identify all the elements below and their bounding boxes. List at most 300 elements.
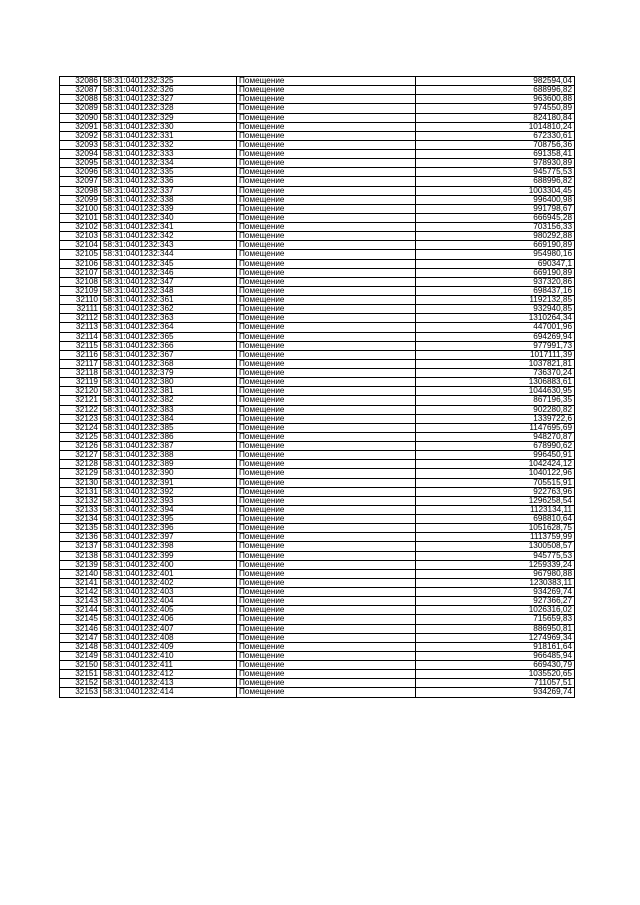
object-type: Помещение xyxy=(237,204,416,213)
table-row xyxy=(60,505,575,514)
table-row xyxy=(60,615,575,624)
object-type: Помещение xyxy=(237,332,416,341)
cadastral-number: 58:31:0401232:409 xyxy=(101,642,237,651)
row-number: 32100 xyxy=(60,204,101,213)
cadastral-value: 1037821,81 xyxy=(416,359,575,368)
row-number: 32093 xyxy=(60,140,101,149)
table-row xyxy=(60,533,575,542)
table-row xyxy=(60,177,575,186)
table-row xyxy=(60,195,575,204)
cadastral-value: 980292,88 xyxy=(416,232,575,241)
row-number: 32101 xyxy=(60,213,101,222)
row-number: 32113 xyxy=(60,323,101,332)
cadastral-number: 58:31:0401232:361 xyxy=(101,296,237,305)
row-number: 32122 xyxy=(60,405,101,414)
row-number: 32102 xyxy=(60,223,101,232)
cadastral-value: 922763,96 xyxy=(416,487,575,496)
object-type: Помещение xyxy=(237,597,416,606)
row-number: 32106 xyxy=(60,259,101,268)
object-type: Помещение xyxy=(237,186,416,195)
row-number: 32145 xyxy=(60,615,101,624)
table-row xyxy=(60,268,575,277)
table-row xyxy=(60,578,575,587)
table-row xyxy=(60,487,575,496)
cadastral-number: 58:31:0401232:337 xyxy=(101,186,237,195)
table-row xyxy=(60,259,575,268)
cadastral-value: 688996,82 xyxy=(416,177,575,186)
cadastral-number: 58:31:0401232:348 xyxy=(101,286,237,295)
object-type: Помещение xyxy=(237,588,416,597)
object-type: Помещение xyxy=(237,296,416,305)
cadastral-value: 977991,73 xyxy=(416,341,575,350)
table-row xyxy=(60,286,575,295)
cadastral-number: 58:31:0401232:380 xyxy=(101,378,237,387)
cadastral-number: 58:31:0401232:403 xyxy=(101,588,237,597)
row-number: 32129 xyxy=(60,469,101,478)
row-number: 32139 xyxy=(60,560,101,569)
cadastral-number: 58:31:0401232:399 xyxy=(101,551,237,560)
row-number: 32107 xyxy=(60,268,101,277)
table-row xyxy=(60,651,575,660)
object-type: Помещение xyxy=(237,241,416,250)
cadastral-value: 708756,36 xyxy=(416,140,575,149)
row-number: 32098 xyxy=(60,186,101,195)
object-type: Помещение xyxy=(237,286,416,295)
cadastral-number: 58:31:0401232:381 xyxy=(101,387,237,396)
object-type: Помещение xyxy=(237,642,416,651)
cadastral-number: 58:31:0401232:330 xyxy=(101,122,237,131)
table-row xyxy=(60,131,575,140)
table-row xyxy=(60,359,575,368)
object-type: Помещение xyxy=(237,323,416,332)
object-type: Помещение xyxy=(237,259,416,268)
object-type: Помещение xyxy=(237,277,416,286)
cadastral-value: 691358,41 xyxy=(416,150,575,159)
cadastral-value: 1274969,34 xyxy=(416,633,575,642)
cadastral-value: 937320,86 xyxy=(416,277,575,286)
row-number: 32130 xyxy=(60,478,101,487)
object-type: Помещение xyxy=(237,688,416,697)
cadastral-number: 58:31:0401232:334 xyxy=(101,159,237,168)
row-number: 32111 xyxy=(60,305,101,314)
cadastral-number: 58:31:0401232:365 xyxy=(101,332,237,341)
table-row xyxy=(60,277,575,286)
cadastral-value: 932940,85 xyxy=(416,305,575,314)
row-number: 32134 xyxy=(60,515,101,524)
cadastral-number: 58:31:0401232:363 xyxy=(101,314,237,323)
cadastral-number: 58:31:0401232:366 xyxy=(101,341,237,350)
cadastral-number: 58:31:0401232:398 xyxy=(101,542,237,551)
cadastral-value: 690347,1 xyxy=(416,259,575,268)
row-number: 32120 xyxy=(60,387,101,396)
cadastral-value: 736370,24 xyxy=(416,369,575,378)
object-type: Помещение xyxy=(237,524,416,533)
table-row xyxy=(60,332,575,341)
row-number: 32135 xyxy=(60,524,101,533)
object-type: Помещение xyxy=(237,305,416,314)
table-row xyxy=(60,387,575,396)
table-row xyxy=(60,122,575,131)
table-row xyxy=(60,186,575,195)
cadastral-value: 966485,94 xyxy=(416,651,575,660)
cadastral-value: 982594,04 xyxy=(416,77,575,86)
row-number: 32124 xyxy=(60,423,101,432)
cadastral-value: 1123134,11 xyxy=(416,505,575,514)
row-number: 32146 xyxy=(60,624,101,633)
object-type: Помещение xyxy=(237,515,416,524)
cadastral-number: 58:31:0401232:338 xyxy=(101,195,237,204)
table-row xyxy=(60,524,575,533)
cadastral-value: 1259339,24 xyxy=(416,560,575,569)
row-number: 32094 xyxy=(60,150,101,159)
cadastral-number: 58:31:0401232:346 xyxy=(101,268,237,277)
table-row xyxy=(60,560,575,569)
row-number: 32096 xyxy=(60,168,101,177)
object-type: Помещение xyxy=(237,606,416,615)
cadastral-number: 58:31:0401232:401 xyxy=(101,569,237,578)
table-row xyxy=(60,77,575,86)
row-number: 32091 xyxy=(60,122,101,131)
row-number: 32137 xyxy=(60,542,101,551)
object-type: Помещение xyxy=(237,140,416,149)
table-row xyxy=(60,496,575,505)
cadastral-value: 954980,16 xyxy=(416,250,575,259)
document-page xyxy=(59,76,575,698)
cadastral-value: 991798,67 xyxy=(416,204,575,213)
table-row xyxy=(60,232,575,241)
table-row xyxy=(60,378,575,387)
table-row xyxy=(60,168,575,177)
cadastral-number: 58:31:0401232:327 xyxy=(101,95,237,104)
cadastral-number: 58:31:0401232:394 xyxy=(101,505,237,514)
cadastral-number: 58:31:0401232:382 xyxy=(101,396,237,405)
table-row xyxy=(60,323,575,332)
row-number: 32121 xyxy=(60,396,101,405)
object-type: Помещение xyxy=(237,560,416,569)
row-number: 32153 xyxy=(60,688,101,697)
object-type: Помещение xyxy=(237,487,416,496)
cadastral-number: 58:31:0401232:326 xyxy=(101,86,237,95)
object-type: Помещение xyxy=(237,314,416,323)
cadastral-number: 58:31:0401232:414 xyxy=(101,688,237,697)
cadastral-number: 58:31:0401232:343 xyxy=(101,241,237,250)
cadastral-number: 58:31:0401232:340 xyxy=(101,213,237,222)
cadastral-value: 886950,81 xyxy=(416,624,575,633)
cadastral-value: 945775,53 xyxy=(416,168,575,177)
cadastral-number: 58:31:0401232:335 xyxy=(101,168,237,177)
cadastral-number: 58:31:0401232:412 xyxy=(101,670,237,679)
cadastral-number: 58:31:0401232:390 xyxy=(101,469,237,478)
row-number: 32112 xyxy=(60,314,101,323)
row-number: 32117 xyxy=(60,359,101,368)
object-type: Помещение xyxy=(237,232,416,241)
cadastral-value: 1026316,02 xyxy=(416,606,575,615)
row-number: 32115 xyxy=(60,341,101,350)
cadastral-number: 58:31:0401232:397 xyxy=(101,533,237,542)
object-type: Помещение xyxy=(237,223,416,232)
object-type: Помещение xyxy=(237,569,416,578)
object-type: Помещение xyxy=(237,378,416,387)
row-number: 32147 xyxy=(60,633,101,642)
object-type: Помещение xyxy=(237,250,416,259)
cadastral-value: 1040122,96 xyxy=(416,469,575,478)
object-type: Помещение xyxy=(237,551,416,560)
cadastral-number: 58:31:0401232:383 xyxy=(101,405,237,414)
cadastral-value: 1147695,69 xyxy=(416,423,575,432)
row-number: 32089 xyxy=(60,104,101,113)
cadastral-number: 58:31:0401232:404 xyxy=(101,597,237,606)
cadastral-value: 678990,62 xyxy=(416,442,575,451)
cadastral-value: 1339722,6 xyxy=(416,414,575,423)
object-type: Помещение xyxy=(237,77,416,86)
table-row xyxy=(60,542,575,551)
cadastral-value: 711057,51 xyxy=(416,679,575,688)
object-type: Помещение xyxy=(237,104,416,113)
cadastral-number: 58:31:0401232:345 xyxy=(101,259,237,268)
row-number: 32108 xyxy=(60,277,101,286)
cadastral-value: 934269,74 xyxy=(416,588,575,597)
cadastral-value: 867196,35 xyxy=(416,396,575,405)
table-row xyxy=(60,241,575,250)
cadastral-value: 967980,88 xyxy=(416,569,575,578)
row-number: 32140 xyxy=(60,569,101,578)
object-type: Помещение xyxy=(237,615,416,624)
table-row xyxy=(60,597,575,606)
cadastral-number: 58:31:0401232:379 xyxy=(101,369,237,378)
row-number: 32152 xyxy=(60,679,101,688)
cadastral-value: 705515,91 xyxy=(416,478,575,487)
cadastral-number: 58:31:0401232:411 xyxy=(101,661,237,670)
row-number: 32110 xyxy=(60,296,101,305)
cadastral-number: 58:31:0401232:332 xyxy=(101,140,237,149)
table-row xyxy=(60,213,575,222)
cadastral-number: 58:31:0401232:367 xyxy=(101,350,237,359)
table-row xyxy=(60,515,575,524)
cadastral-value: 694269,94 xyxy=(416,332,575,341)
table-row xyxy=(60,250,575,259)
table-row xyxy=(60,159,575,168)
cadastral-value: 715659,83 xyxy=(416,615,575,624)
table-row xyxy=(60,296,575,305)
object-type: Помещение xyxy=(237,113,416,122)
cadastral-value: 1051628,75 xyxy=(416,524,575,533)
table-row xyxy=(60,423,575,432)
row-number: 32150 xyxy=(60,661,101,670)
cadastral-value: 902280,82 xyxy=(416,405,575,414)
row-number: 32141 xyxy=(60,578,101,587)
object-type: Помещение xyxy=(237,624,416,633)
row-number: 32148 xyxy=(60,642,101,651)
cadastral-value: 1306883,61 xyxy=(416,378,575,387)
cadastral-number: 58:31:0401232:385 xyxy=(101,423,237,432)
row-number: 32116 xyxy=(60,350,101,359)
cadastral-number: 58:31:0401232:331 xyxy=(101,131,237,140)
row-number: 32144 xyxy=(60,606,101,615)
cadastral-number: 58:31:0401232:333 xyxy=(101,150,237,159)
cadastral-value: 1042424,12 xyxy=(416,460,575,469)
cadastral-number: 58:31:0401232:391 xyxy=(101,478,237,487)
table-row xyxy=(60,569,575,578)
table-row xyxy=(60,679,575,688)
table-row xyxy=(60,688,575,697)
object-type: Помещение xyxy=(237,387,416,396)
cadastral-value: 927366,27 xyxy=(416,597,575,606)
cadastral-value: 703156,33 xyxy=(416,223,575,232)
object-type: Помещение xyxy=(237,478,416,487)
row-number: 32104 xyxy=(60,241,101,250)
row-number: 32090 xyxy=(60,113,101,122)
cadastral-value: 948270,87 xyxy=(416,432,575,441)
table-row xyxy=(60,551,575,560)
row-number: 32099 xyxy=(60,195,101,204)
cadastral-number: 58:31:0401232:368 xyxy=(101,359,237,368)
object-type: Помещение xyxy=(237,168,416,177)
cadastral-number: 58:31:0401232:395 xyxy=(101,515,237,524)
cadastral-number: 58:31:0401232:344 xyxy=(101,250,237,259)
cadastral-number: 58:31:0401232:336 xyxy=(101,177,237,186)
table-row xyxy=(60,606,575,615)
table-row xyxy=(60,95,575,104)
cadastral-value: 669190,89 xyxy=(416,241,575,250)
table-row xyxy=(60,432,575,441)
cadastral-number: 58:31:0401232:407 xyxy=(101,624,237,633)
cadastral-value: 1014810,24 xyxy=(416,122,575,131)
cadastral-value: 1044630,95 xyxy=(416,387,575,396)
cadastral-number: 58:31:0401232:413 xyxy=(101,679,237,688)
cadastral-number: 58:31:0401232:405 xyxy=(101,606,237,615)
cadastral-value: 974550,89 xyxy=(416,104,575,113)
cadastral-value: 996450,91 xyxy=(416,451,575,460)
table-row xyxy=(60,478,575,487)
cadastral-value: 672330,61 xyxy=(416,131,575,140)
cadastral-number: 58:31:0401232:325 xyxy=(101,77,237,86)
object-type: Помещение xyxy=(237,177,416,186)
cadastral-value: 669190,89 xyxy=(416,268,575,277)
row-number: 32086 xyxy=(60,77,101,86)
object-type: Помещение xyxy=(237,505,416,514)
cadastral-value: 934269,74 xyxy=(416,688,575,697)
row-number: 32119 xyxy=(60,378,101,387)
row-number: 32132 xyxy=(60,496,101,505)
cadastral-value: 669430,79 xyxy=(416,661,575,670)
object-type: Помещение xyxy=(237,268,416,277)
row-number: 32103 xyxy=(60,232,101,241)
row-number: 32138 xyxy=(60,551,101,560)
row-number: 32105 xyxy=(60,250,101,259)
row-number: 32143 xyxy=(60,597,101,606)
row-number: 32125 xyxy=(60,432,101,441)
table-row xyxy=(60,460,575,469)
object-type: Помещение xyxy=(237,150,416,159)
row-number: 32114 xyxy=(60,332,101,341)
object-type: Помещение xyxy=(237,359,416,368)
cadastral-number: 58:31:0401232:329 xyxy=(101,113,237,122)
row-number: 32128 xyxy=(60,460,101,469)
cadastral-value: 688996,82 xyxy=(416,86,575,95)
table-row xyxy=(60,223,575,232)
cadastral-value: 918161,64 xyxy=(416,642,575,651)
row-number: 32087 xyxy=(60,86,101,95)
table-row xyxy=(60,405,575,414)
cadastral-number: 58:31:0401232:406 xyxy=(101,615,237,624)
table-row xyxy=(60,314,575,323)
object-type: Помещение xyxy=(237,442,416,451)
table-row xyxy=(60,642,575,651)
cadastral-number: 58:31:0401232:386 xyxy=(101,432,237,441)
property-register-body xyxy=(60,77,575,698)
table-row xyxy=(60,414,575,423)
cadastral-value: 666945,28 xyxy=(416,213,575,222)
row-number: 32133 xyxy=(60,505,101,514)
cadastral-number: 58:31:0401232:339 xyxy=(101,204,237,213)
table-row xyxy=(60,633,575,642)
object-type: Помещение xyxy=(237,578,416,587)
cadastral-number: 58:31:0401232:388 xyxy=(101,451,237,460)
row-number: 32088 xyxy=(60,95,101,104)
object-type: Помещение xyxy=(237,451,416,460)
cadastral-number: 58:31:0401232:328 xyxy=(101,104,237,113)
cadastral-number: 58:31:0401232:347 xyxy=(101,277,237,286)
object-type: Помещение xyxy=(237,86,416,95)
row-number: 32151 xyxy=(60,670,101,679)
cadastral-number: 58:31:0401232:396 xyxy=(101,524,237,533)
object-type: Помещение xyxy=(237,159,416,168)
property-register-table xyxy=(59,76,575,698)
table-row xyxy=(60,113,575,122)
table-row xyxy=(60,150,575,159)
object-type: Помещение xyxy=(237,542,416,551)
object-type: Помещение xyxy=(237,633,416,642)
cadastral-value: 1192132,85 xyxy=(416,296,575,305)
cadastral-value: 945775,53 xyxy=(416,551,575,560)
object-type: Помещение xyxy=(237,341,416,350)
row-number: 32097 xyxy=(60,177,101,186)
object-type: Помещение xyxy=(237,95,416,104)
object-type: Помещение xyxy=(237,670,416,679)
table-row xyxy=(60,140,575,149)
cadastral-value: 978930,89 xyxy=(416,159,575,168)
object-type: Помещение xyxy=(237,432,416,441)
cadastral-number: 58:31:0401232:387 xyxy=(101,442,237,451)
row-number: 32109 xyxy=(60,286,101,295)
object-type: Помещение xyxy=(237,651,416,660)
table-row xyxy=(60,104,575,113)
cadastral-number: 58:31:0401232:342 xyxy=(101,232,237,241)
row-number: 32142 xyxy=(60,588,101,597)
cadastral-number: 58:31:0401232:364 xyxy=(101,323,237,332)
object-type: Помещение xyxy=(237,213,416,222)
row-number: 32127 xyxy=(60,451,101,460)
table-row xyxy=(60,204,575,213)
cadastral-value: 963600,88 xyxy=(416,95,575,104)
table-row xyxy=(60,624,575,633)
cadastral-value: 1310264,34 xyxy=(416,314,575,323)
table-row xyxy=(60,350,575,359)
cadastral-value: 1017111,39 xyxy=(416,350,575,359)
cadastral-number: 58:31:0401232:362 xyxy=(101,305,237,314)
object-type: Помещение xyxy=(237,533,416,542)
table-row xyxy=(60,305,575,314)
cadastral-number: 58:31:0401232:341 xyxy=(101,223,237,232)
object-type: Помещение xyxy=(237,369,416,378)
cadastral-number: 58:31:0401232:410 xyxy=(101,651,237,660)
row-number: 32118 xyxy=(60,369,101,378)
cadastral-value: 447001,96 xyxy=(416,323,575,332)
object-type: Помещение xyxy=(237,405,416,414)
object-type: Помещение xyxy=(237,195,416,204)
cadastral-value: 1296258,54 xyxy=(416,496,575,505)
cadastral-value: 1003304,45 xyxy=(416,186,575,195)
